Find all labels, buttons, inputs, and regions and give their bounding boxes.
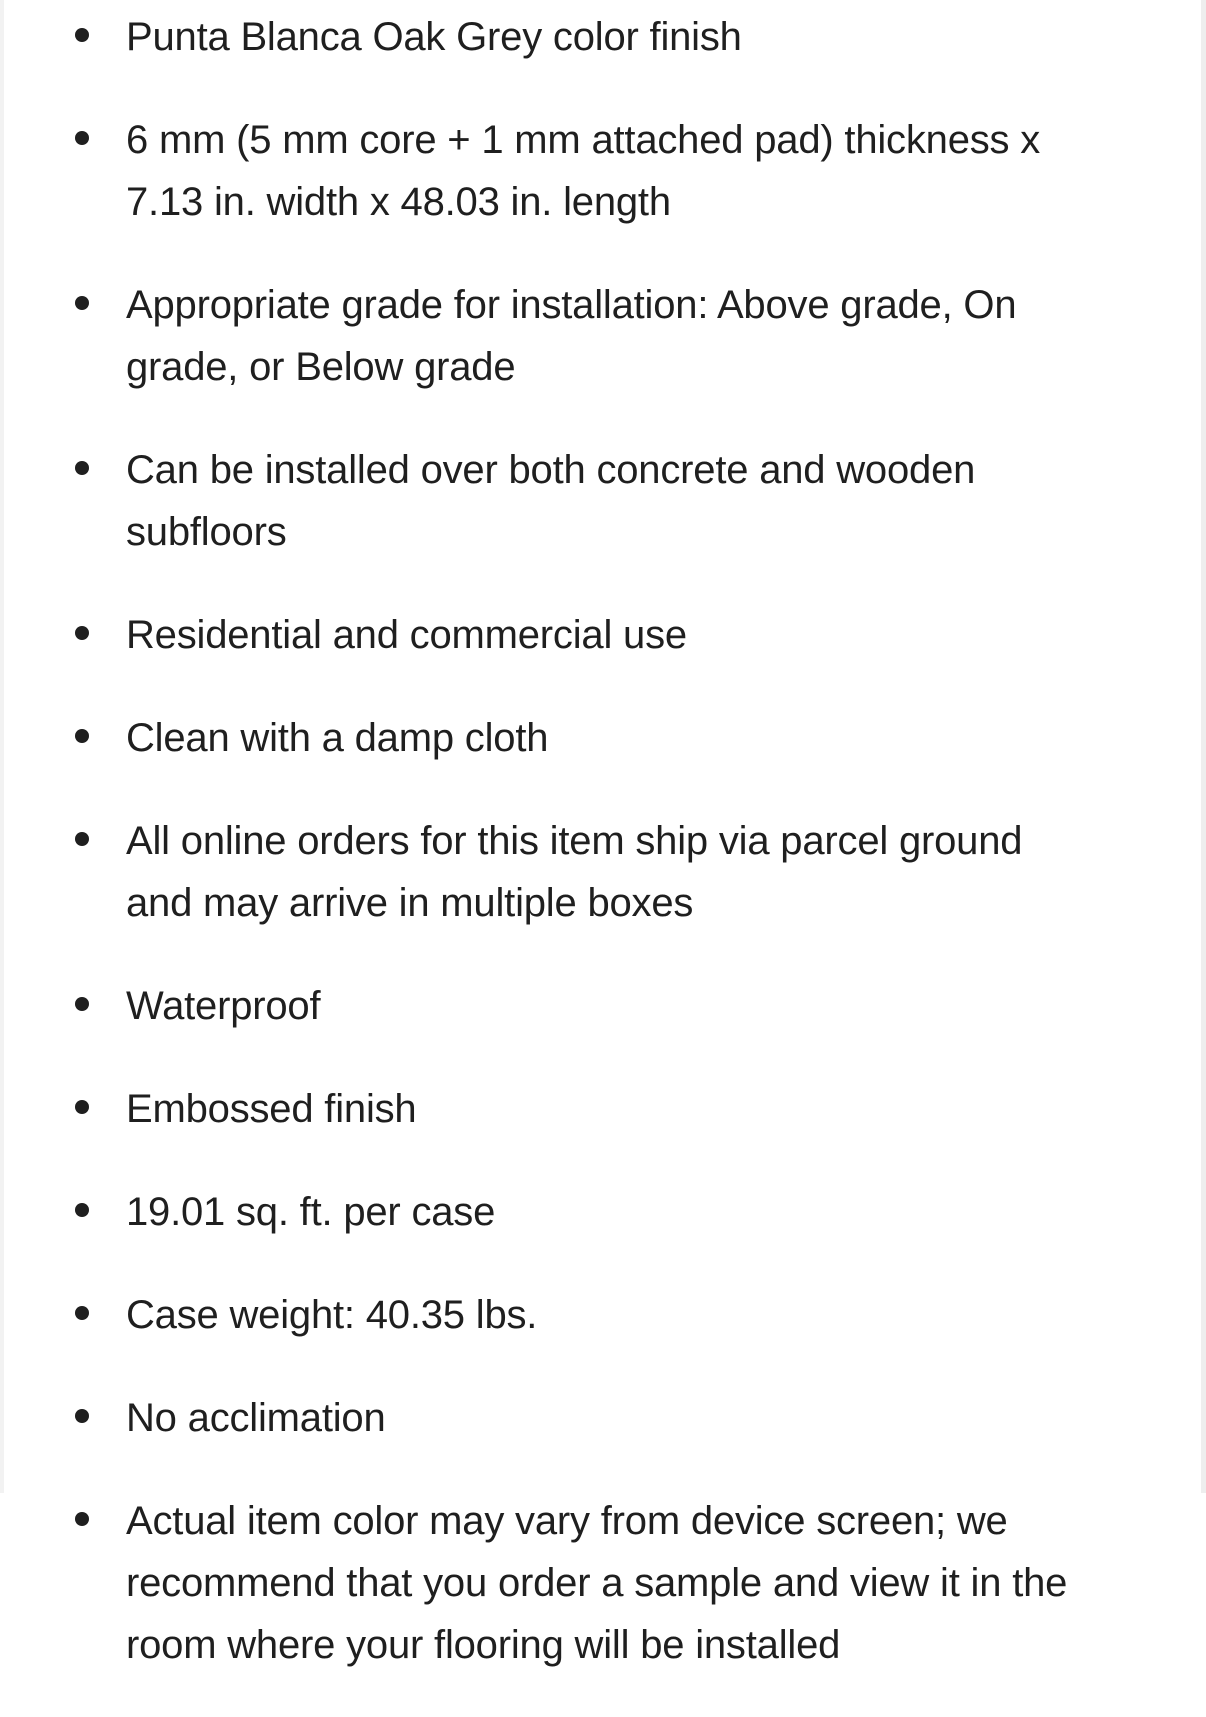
list-item [0,1387,1130,1449]
list-item-text: Embossed finish [126,1087,417,1131]
page-right-edge [1201,0,1206,1493]
list-item-text: Residential and commercial use [126,613,687,657]
list-item-text: 6 mm (5 mm core + 1 mm attached pad) thickness x 7.13 in. width x 48.03 in. length [126,118,1041,224]
list-item [0,810,1130,934]
list-item-text: No acclimation [126,1396,386,1440]
bullet-icon [75,626,89,640]
bullet-icon [75,1100,89,1114]
list-item [0,1284,1130,1346]
list-item [0,1490,1130,1676]
list-item [0,1181,1130,1243]
list-item [0,274,1130,398]
bullet-icon [75,832,89,846]
list-item [0,975,1130,1037]
list-item-text: Punta Blanca Oak Grey color finish [126,15,742,59]
list-item-text: Case weight: 40.35 lbs. [126,1293,538,1337]
bullet-icon [75,729,89,743]
bullet-icon [75,997,89,1011]
list-item-text: Appropriate grade for installation: Above grade, On grade, or Below grade [126,283,1017,389]
list-item [0,109,1130,233]
list-item [0,6,1130,68]
bullet-icon [75,296,89,310]
list-item-text: Waterproof [126,984,321,1028]
list-item-text: 19.01 sq. ft. per case [126,1190,496,1234]
list-item [0,439,1130,563]
list-item [0,707,1130,769]
bullet-icon [75,1203,89,1217]
bullet-icon [75,1512,89,1526]
specification-bullet-list [0,6,1130,1717]
bullet-icon [75,1306,89,1320]
bullet-icon [75,28,89,42]
list-item-text: Actual item color may vary from device screen; we recommend that you order a sample and view it in the room where your flooring will be installed [126,1499,1068,1667]
list-item [0,604,1130,666]
list-item-text: Clean with a damp cloth [126,716,549,760]
list-item [0,1078,1130,1140]
list-item-text: Can be installed over both concrete and wooden subfloors [126,448,976,554]
list-item-text: All online orders for this item ship via parcel ground and may arrive in multiple boxes [126,819,1023,925]
bullet-icon [75,131,89,145]
bullet-icon [75,1409,89,1423]
bullet-icon [75,461,89,475]
